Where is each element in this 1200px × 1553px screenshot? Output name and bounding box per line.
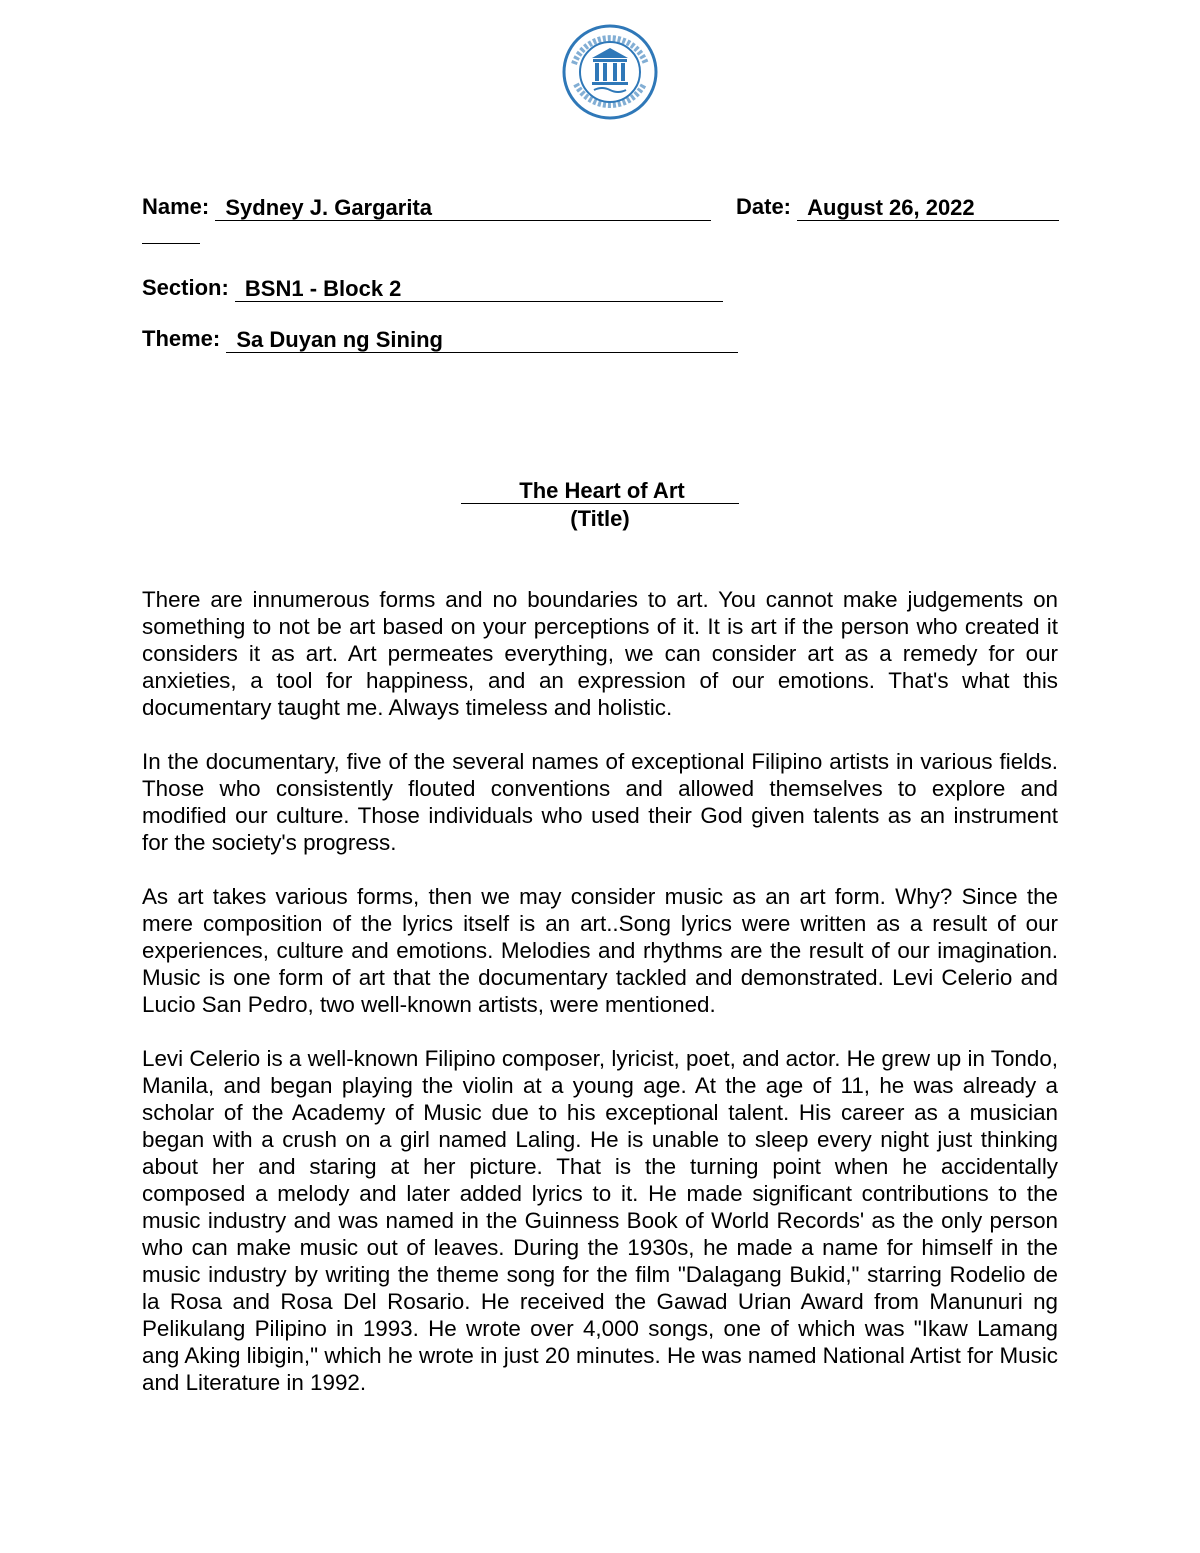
school-seal-logo <box>562 24 658 120</box>
date-row <box>736 193 1059 221</box>
paragraph: In the documentary, five of the several names of exceptional Filipino artists in various fields. Those who consistently flouted conventions and allowed themselves to explore and modified our culture. Those individuals who used their God given talents as an instrument for the society's progress. <box>142 749 1058 855</box>
underline-continuation <box>142 243 200 244</box>
section-row <box>142 274 723 302</box>
section-label: Section: <box>142 275 229 300</box>
section-value: BSN1 - Block 2 <box>235 275 723 302</box>
date-label: Date: <box>736 194 792 219</box>
theme-value: Sa Duyan ng Sining <box>226 326 738 353</box>
name-label: Name: <box>142 194 210 219</box>
name-value: Sydney J. Gargarita <box>215 194 711 221</box>
date-value: August 26, 2022 <box>797 194 1059 221</box>
paragraph: Levi Celerio is a well-known Filipino composer, lyricist, poet, and actor. He grew up in Tondo, Manila, and began playing the violin at a young age. At the age of 11, he was already a scholar of the Academy of Music due to his exceptional talent. His career as a musician began with a crush on a girl named Laling. He is unable to sleep every night just thinking about her and staring at her picture. That is the turning point when he accidentally composed a melody and later added lyrics to it. He made significant contributions to the music industry and was named in the Guinness Book of World Records' as the only person who can make music out of leaves. During the 1930s, he made a name for himself in the music industry by writing the theme song for the film "Dalagang Bukid," starring Rodelio de la Rosa and Rosa Del Rosario. He received the Gawad Urian Award from Manunuri ng Pelikulang Pilipino in 1993. He wrote over 4,000 songs, one of which was "Ikaw Lamang ang Aking libigin," which he wrote in just 20 minutes. He was named National Artist for Music and Literature in 1992. <box>142 1046 1058 1395</box>
essay-body <box>142 586 1058 1423</box>
title-caption: (Title) <box>570 506 630 531</box>
paragraph: As art takes various forms, then we may consider music as an art form. Why? Since the mere composition of the lyrics itself is an art..Song lyrics were written as a result of our experiences, culture and emotions. Melodies and rhythms are the result of our imagination. Music is one form of art that the documentary tackled and demonstrated. Levi Celerio and Lucio San Pedro, two well-known artists, were mentioned. <box>142 884 1058 1017</box>
theme-label: Theme: <box>142 326 221 351</box>
essay-title: The Heart of Art <box>461 477 739 504</box>
paragraph: There are innumerous forms and no boundaries to art. You cannot make judgements on something to not be art based on your perceptions of it. It is art if the person who created it considers it as art. Art permeates everything, we can consider art as a remedy for our anxieties, a tool for happiness, and an expression of our emotions. That's what this documentary taught me. Always timeless and holistic. <box>142 587 1058 720</box>
essay-title-block <box>0 477 1200 533</box>
name-date-row <box>142 193 711 221</box>
theme-row <box>142 325 738 353</box>
